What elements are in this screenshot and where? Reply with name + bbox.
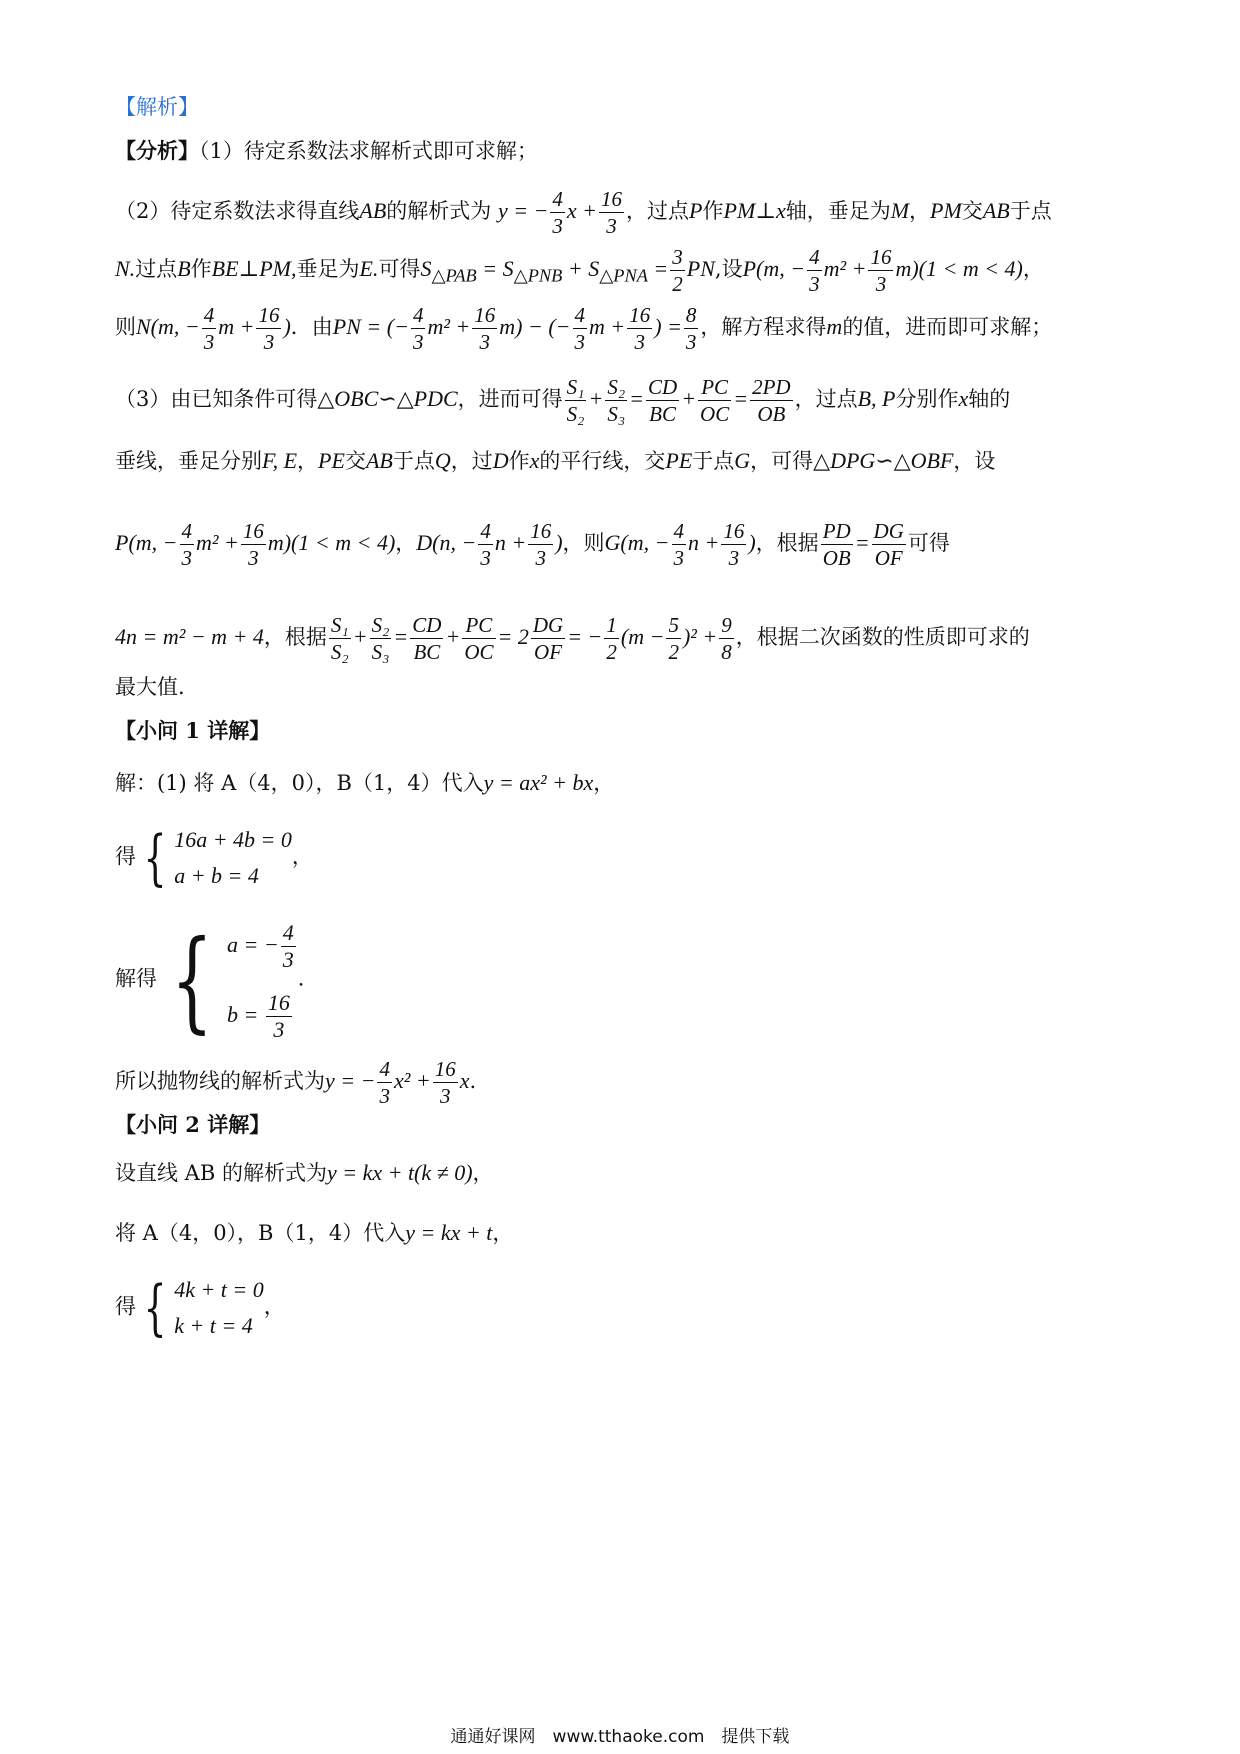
analysis-line-6: 垂线，垂足分别F, E，PE交AB于点Q，过D作x的平行线，交PE于点G，可得△DPG∽△OBF，设 — [115, 448, 996, 473]
section-label: 【解析】 — [115, 95, 199, 119]
analysis-line-5: （3）由已知条件可得△OBC∽△PDC，进而可得 $\frac{\text{S₁}}{\text{S₂}}$ + $\frac{\text{S₂}}{\text{S₃}}$ = $\frac{CD}{BC}$ + $\frac{PC}{OC}$ = $\frac{2PD}{OB}$ ，过点B, P分别作x轴的 — [115, 375, 1011, 426]
analysis-label: 【分析】 — [115, 138, 199, 163]
q1-system-2: 解得 { a = − $\frac{4}{3}$ b = $\frac{16}{3}$ . — [115, 916, 305, 1044]
analysis-line-4: 则N(m, − $\frac{4}{3}$ m + $\frac{16}{3}$ )．由PN = (− $\frac{4}{3}$ m² + $\frac{16}{3}$ m) − (− $\frac{4}{3}$ m + $\frac{16}{3}$ ) = $\frac{8}{3}$ ，解方程求得m的值，进而即可求解； — [115, 303, 1053, 354]
q2-label: 【小问 2 详解】 — [115, 1112, 271, 1137]
q2-line-2: 将 A（4，0），B（1，4）代入y = kx + t， — [115, 1220, 514, 1245]
footer-watermark: 通通好课网 www.tthaoke.com 提供下载 — [450, 1727, 790, 1747]
analysis-line-2: （2）待定系数法求得直线AB的解析式为 y = − $\frac{4}{3}$ x + $\frac{16}{3}$ ，过点P作PM⊥x轴，垂足为M，PM交AB于点 — [115, 187, 1052, 238]
q1-line-1: 解：(1) 将 A（4，0），B（1，4）代入y = ax² + bx， — [115, 770, 615, 795]
q1-label: 【小问 1 详解】 — [115, 718, 271, 743]
analysis-line-9: 最大值. — [115, 675, 185, 699]
analysis-line-3: N.过点B作BE⊥PM,垂足为E.可得$S_{\triangle PAB} = S_{\triangle PNB} + S_{\triangle PNA}$ = $\frac{3}{2}$ PN,设P(m, − $\frac{4}{3}$ m² + $\frac{16}{3}$ m)(1 < m < 4)， — [115, 245, 1044, 296]
analysis-line-8: 4n = m² − m + 4，根据 $\frac{\text{S₁}}{\text{S₂}}$ + $\frac{\text{S₂}}{\text{S₃}}$ = $\frac{CD}{BC}$ + $\frac{PC}{OC}$ = 2 $\frac{DG}{OF}$ = − $\frac{1}{2}$ (m − $\frac{5}{2}$ )² + $\frac{9}{8}$ ，根据二次函数的性质即可求的 — [115, 613, 1030, 664]
q1-system-1: 得 { 16a + 4b = 0 a + b = 4 ， — [115, 823, 313, 893]
analysis-line-1: 【分析】（1）待定系数法求解析式即可求解； — [115, 138, 538, 163]
q2-system: 得 { 4k + t = 0 k + t = 4 ， — [115, 1273, 285, 1343]
analysis-line-7: P(m, − $\frac{4}{3}$ m² + $\frac{16}{3}$ m)(1 < m < 4)，D(n, − $\frac{4}{3}$ n + $\frac{16}{3}$ )，则G(m, − $\frac{4}{3}$ n + $\frac{16}{3}$ )，根据 $\frac{PD}{OB}$ = $\frac{DG}{OF}$ 可得 — [115, 519, 950, 570]
q1-line-4: 所以抛物线的解析式为y = − $\frac{4}{3}$ x² + $\frac{16}{3}$ x. — [115, 1057, 477, 1108]
q2-line-1: 设直线 AB 的解析式为y = kx + t(k ≠ 0)， — [115, 1160, 494, 1185]
